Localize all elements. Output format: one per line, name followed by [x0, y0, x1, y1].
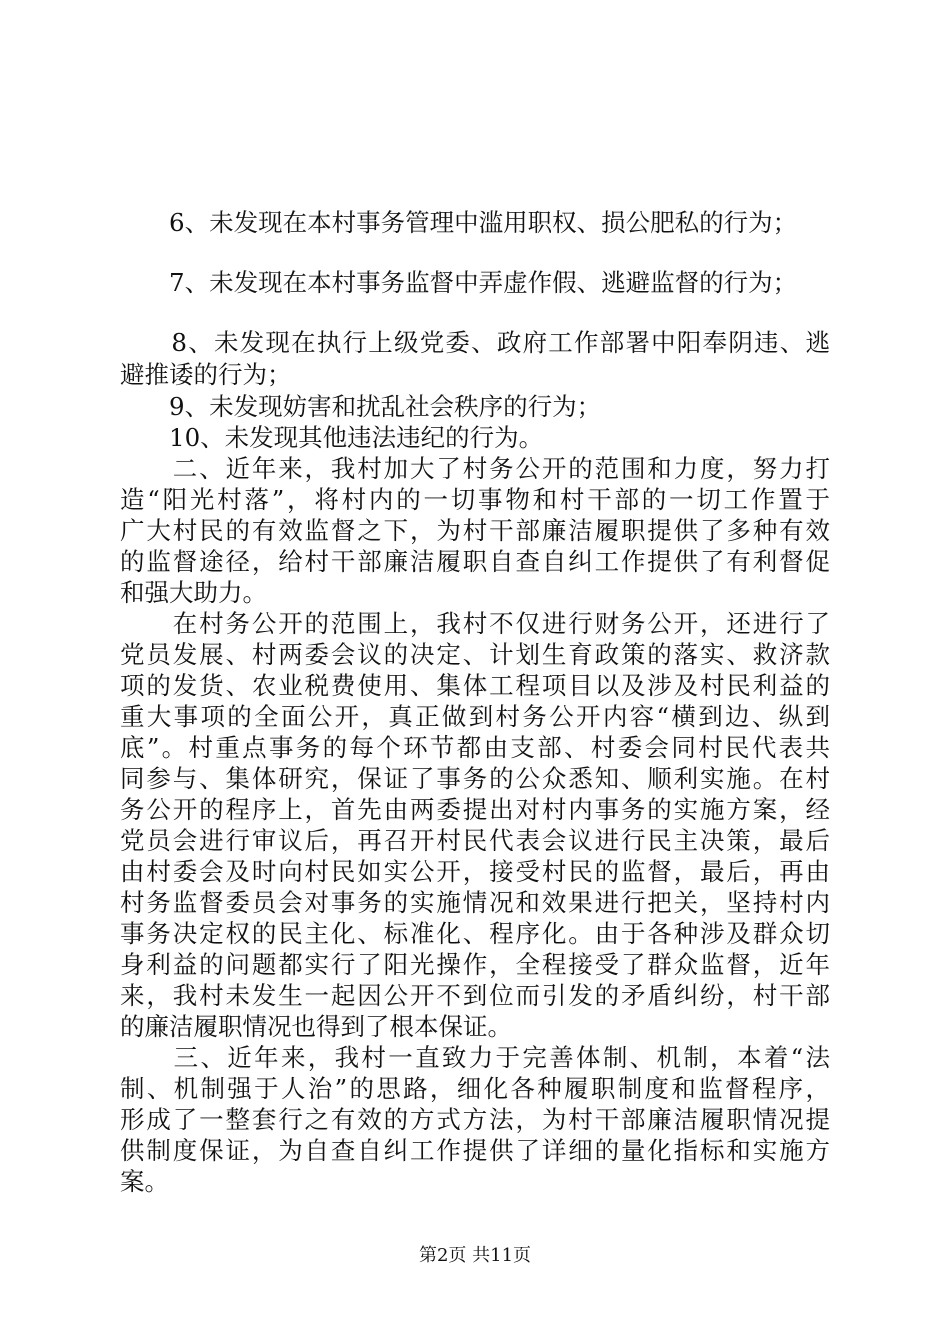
paragraph-line: 务公开的程序上，首先由两委提出对村内事务的实施方案，经: [120, 795, 830, 824]
paragraph-line: 在村务公开的范围上，我村不仅进行财务公开，还进行了: [120, 609, 830, 638]
paragraph-line: 村务监督委员会对事务的实施情况和效果进行把关，坚持村内: [120, 888, 830, 917]
paragraph-line: 身利益的问题都实行了阳光操作，全程接受了群众监督，近年: [120, 950, 830, 979]
paragraph-line: 案。: [120, 1167, 169, 1196]
paragraph-line: 党员会进行审议后，再召开村民代表会议进行民主决策，最后: [120, 826, 830, 855]
paragraph-line: 广大村民的有效监督之下，为村干部廉洁履职提供了多种有效: [120, 516, 830, 545]
paragraph-line: 供制度保证，为自查自纠工作提供了详细的量化指标和实施方: [120, 1136, 830, 1165]
paragraph-line: 项的发货、农业税费使用、集体工程项目以及涉及村民利益的: [120, 671, 830, 700]
paragraph-line: 9、未发现妨害和扰乱社会秩序的行为；: [120, 392, 602, 421]
paragraph-line: 来，我村未发生一起因公开不到位而引发的矛盾纠纷，村干部: [120, 981, 830, 1010]
paragraph-line: 避推诿的行为；: [120, 360, 292, 389]
paragraph-line: 的监督途径，给村干部廉洁履职自查自纠工作提供了有利督促: [120, 547, 830, 576]
paragraph-line: 由村委会及时向村民如实公开，接受村民的监督，最后，再由: [120, 857, 830, 886]
paragraph-line: 8、未发现在执行上级党委、政府工作部署中阳奉阴违、逃: [120, 328, 830, 357]
paragraph-line: 底”。村重点事务的每个环节都由支部、村委会同村民代表共: [120, 733, 830, 762]
paragraph-line: 三、近年来，我村一直致力于完善体制、机制，本着“法: [120, 1043, 830, 1072]
paragraph-line: 党员发展、村两委会议的决定、计划生育政策的落实、救济款: [120, 640, 830, 669]
paragraph-line: 的廉洁履职情况也得到了根本保证。: [120, 1012, 512, 1041]
paragraph-line: 7、未发现在本村事务监督中弄虚作假、逃避监督的行为；: [120, 268, 798, 297]
paragraph-line: 和强大助力。: [120, 578, 267, 607]
paragraph-line: 造“阳光村落”，将村内的一切事物和村干部的一切工作置于: [120, 485, 830, 514]
paragraph-line: 二、近年来，我村加大了村务公开的范围和力度，努力打: [120, 454, 830, 483]
paragraph-line: 10、未发现其他违法违纪的行为。: [120, 423, 544, 452]
paragraph-line: 制、机制强于人治”的思路，细化各种履职制度和监督程序，: [120, 1074, 830, 1103]
paragraph-line: 同参与、集体研究，保证了事务的公众悉知、顺利实施。在村: [120, 764, 830, 793]
paragraph-line: 形成了一整套行之有效的方式方法，为村干部廉洁履职情况提: [120, 1105, 830, 1134]
paragraph-line: 重大事项的全面公开，真正做到村务公开内容“横到边、纵到: [120, 702, 830, 731]
paragraph-line: 事务决定权的民主化、标准化、程序化。由于各种涉及群众切: [120, 919, 830, 948]
paragraph-line: 6、未发现在本村事务管理中滥用职权、损公肥私的行为；: [120, 208, 798, 237]
page-number-footer: 第2页 共11页: [418, 1245, 532, 1266]
